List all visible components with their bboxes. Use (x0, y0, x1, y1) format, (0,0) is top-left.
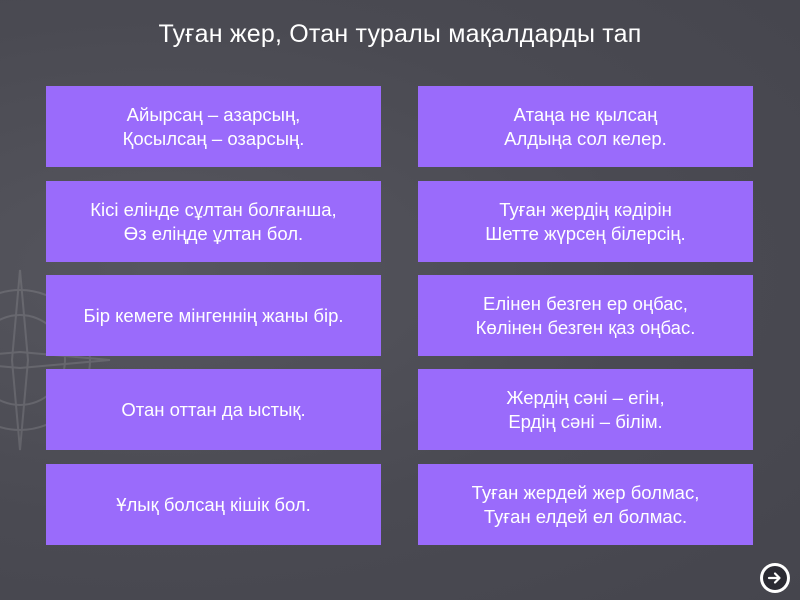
proverb-card-left-4[interactable] (46, 369, 381, 450)
proverb-card-left-5[interactable] (46, 464, 381, 545)
proverb-line-2: Көлінен безген қаз оңбас. (475, 316, 696, 338)
proverb-card-right-3[interactable] (418, 275, 753, 356)
proverb-line-2: Ердің сәні – білім. (508, 410, 663, 432)
next-slide-button[interactable] (760, 563, 790, 593)
proverb-card-left-3[interactable] (46, 275, 381, 356)
proverb-line-2: Шетте жүрсең білерсің. (485, 222, 686, 244)
slide-title: Туған жер, Отан туралы мақалдарды тап (158, 20, 642, 48)
proverb-card-right-2[interactable] (418, 181, 753, 262)
proverb-card-left-1[interactable] (46, 86, 381, 167)
proverb-line-1: Отан оттан да ыстық. (121, 398, 306, 420)
arrow-right-circle-icon (763, 566, 787, 590)
proverb-line-2: Туған елдей ел болмас. (483, 505, 688, 527)
proverb-line-1: Туған жердей жер болмас, (471, 481, 700, 503)
proverb-line-1: Жердің сәні – егін, (506, 386, 665, 408)
proverb-card-left-2[interactable] (46, 181, 381, 262)
proverb-line-1: Атаңа не қылсаң (513, 103, 658, 125)
proverb-line-1: Кісі елінде сұлтан болғанша, (90, 198, 337, 220)
proverb-card-right-4[interactable] (418, 369, 753, 450)
proverb-line-2: Алдыңа сол келер. (504, 127, 667, 149)
proverb-line-1: Айырсаң – азарсың, (126, 103, 301, 125)
proverb-card-right-1[interactable] (418, 86, 753, 167)
proverb-line-1: Туған жердің кәдірін (499, 198, 672, 220)
proverb-card-right-5[interactable] (418, 464, 753, 545)
proverb-line-2: Өз еліңде ұлтан бол. (123, 222, 304, 244)
proverb-line-1: Ұлық болсаң кішік бол. (116, 493, 311, 515)
proverb-line-1: Бір кемеге мінгеннің жаны бір. (83, 304, 344, 326)
proverb-line-1: Елінен безген ер оңбас, (483, 292, 688, 314)
proverb-line-2: Қосылсаң – озарсың. (122, 127, 305, 149)
